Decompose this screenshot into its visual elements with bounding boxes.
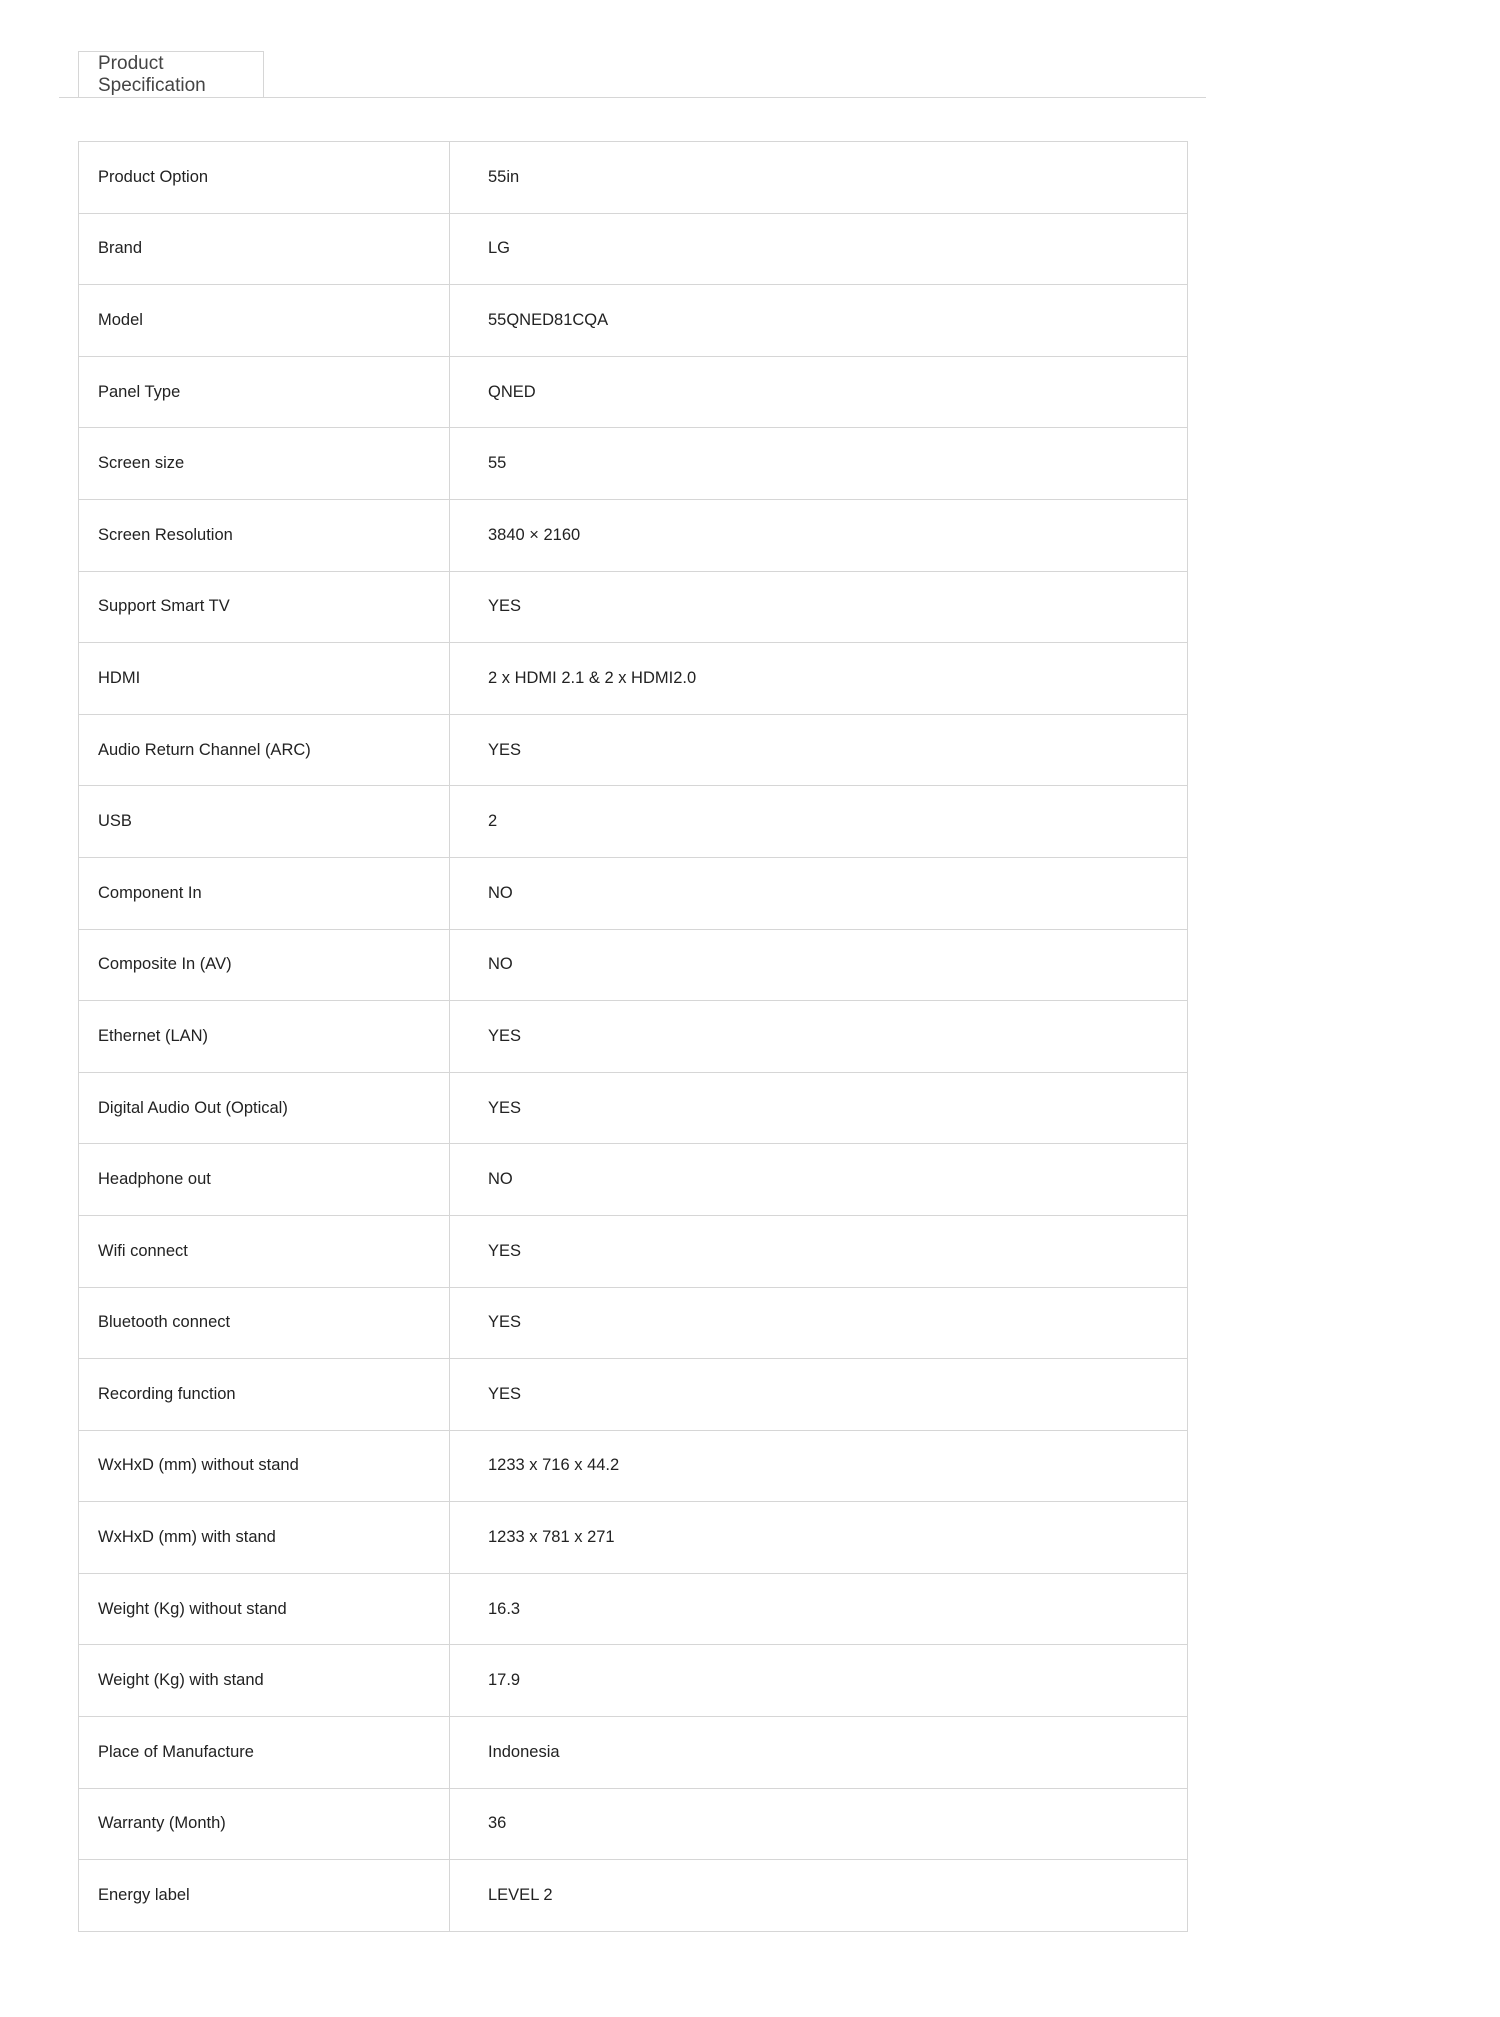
spec-value: 17.9 (450, 1645, 1188, 1717)
table-row (79, 786, 1188, 858)
spec-value: NO (450, 1144, 1188, 1216)
table-row (79, 1215, 1188, 1287)
spec-label: HDMI (79, 643, 450, 715)
spec-value: 55in (450, 142, 1188, 214)
table-row (79, 213, 1188, 285)
spec-label: Headphone out (79, 1144, 450, 1216)
spec-label: USB (79, 786, 450, 858)
table-row (79, 142, 1188, 214)
spec-label: Component In (79, 857, 450, 929)
table-row (79, 1717, 1188, 1789)
spec-label: Ethernet (LAN) (79, 1001, 450, 1073)
spec-label: Bluetooth connect (79, 1287, 450, 1359)
spec-label: Support Smart TV (79, 571, 450, 643)
spec-table (78, 141, 1188, 1932)
spec-label: Product Option (79, 142, 450, 214)
spec-label: Brand (79, 213, 450, 285)
spec-label: Panel Type (79, 356, 450, 428)
spec-label: WxHxD (mm) without stand (79, 1430, 450, 1502)
tab-bar (59, 51, 1206, 98)
spec-value: YES (450, 1359, 1188, 1431)
tab-label: Product Specification (98, 52, 206, 96)
table-row (79, 1860, 1188, 1932)
table-row (79, 1502, 1188, 1574)
spec-value: 2 (450, 786, 1188, 858)
spec-value: 2 x HDMI 2.1 & 2 x HDMI2.0 (450, 643, 1188, 715)
spec-label: Digital Audio Out (Optical) (79, 1072, 450, 1144)
spec-label: Audio Return Channel (ARC) (79, 714, 450, 786)
spec-value: LG (450, 213, 1188, 285)
spec-label: Weight (Kg) without stand (79, 1573, 450, 1645)
spec-label: Wifi connect (79, 1215, 450, 1287)
spec-label: Weight (Kg) with stand (79, 1645, 450, 1717)
table-row (79, 929, 1188, 1001)
table-row (79, 1287, 1188, 1359)
spec-value: Indonesia (450, 1717, 1188, 1789)
spec-label: Warranty (Month) (79, 1788, 450, 1860)
spec-value: 55 (450, 428, 1188, 500)
spec-label: Screen size (79, 428, 450, 500)
table-row (79, 1072, 1188, 1144)
table-row (79, 1430, 1188, 1502)
spec-value: YES (450, 1287, 1188, 1359)
spec-value: NO (450, 929, 1188, 1001)
spec-label: Screen Resolution (79, 499, 450, 571)
table-row (79, 857, 1188, 929)
table-row (79, 1001, 1188, 1073)
table-row (79, 356, 1188, 428)
spec-value: 16.3 (450, 1573, 1188, 1645)
table-row (79, 1359, 1188, 1431)
table-row (79, 499, 1188, 571)
spec-value: 1233 x 781 x 271 (450, 1502, 1188, 1574)
table-row (79, 643, 1188, 715)
spec-value: 1233 x 716 x 44.2 (450, 1430, 1188, 1502)
spec-table-body (79, 142, 1188, 1932)
spec-value: LEVEL 2 (450, 1860, 1188, 1932)
spec-label: Recording function (79, 1359, 450, 1431)
spec-label: Composite In (AV) (79, 929, 450, 1001)
spec-value: YES (450, 1215, 1188, 1287)
table-row (79, 1144, 1188, 1216)
spec-label: WxHxD (mm) with stand (79, 1502, 450, 1574)
spec-value: YES (450, 1072, 1188, 1144)
table-row (79, 285, 1188, 357)
spec-value: 3840 × 2160 (450, 499, 1188, 571)
spec-value: YES (450, 714, 1188, 786)
table-row (79, 1573, 1188, 1645)
spec-value: NO (450, 857, 1188, 929)
spec-value: 36 (450, 1788, 1188, 1860)
spec-value: YES (450, 571, 1188, 643)
table-row (79, 428, 1188, 500)
spec-label: Place of Manufacture (79, 1717, 450, 1789)
spec-value: 55QNED81CQA (450, 285, 1188, 357)
spec-label: Model (79, 285, 450, 357)
spec-label: Energy label (79, 1860, 450, 1932)
table-row (79, 714, 1188, 786)
spec-value: YES (450, 1001, 1188, 1073)
tab-product-specification[interactable] (78, 51, 264, 97)
spec-value: QNED (450, 356, 1188, 428)
table-row (79, 1788, 1188, 1860)
table-row (79, 1645, 1188, 1717)
table-row (79, 571, 1188, 643)
